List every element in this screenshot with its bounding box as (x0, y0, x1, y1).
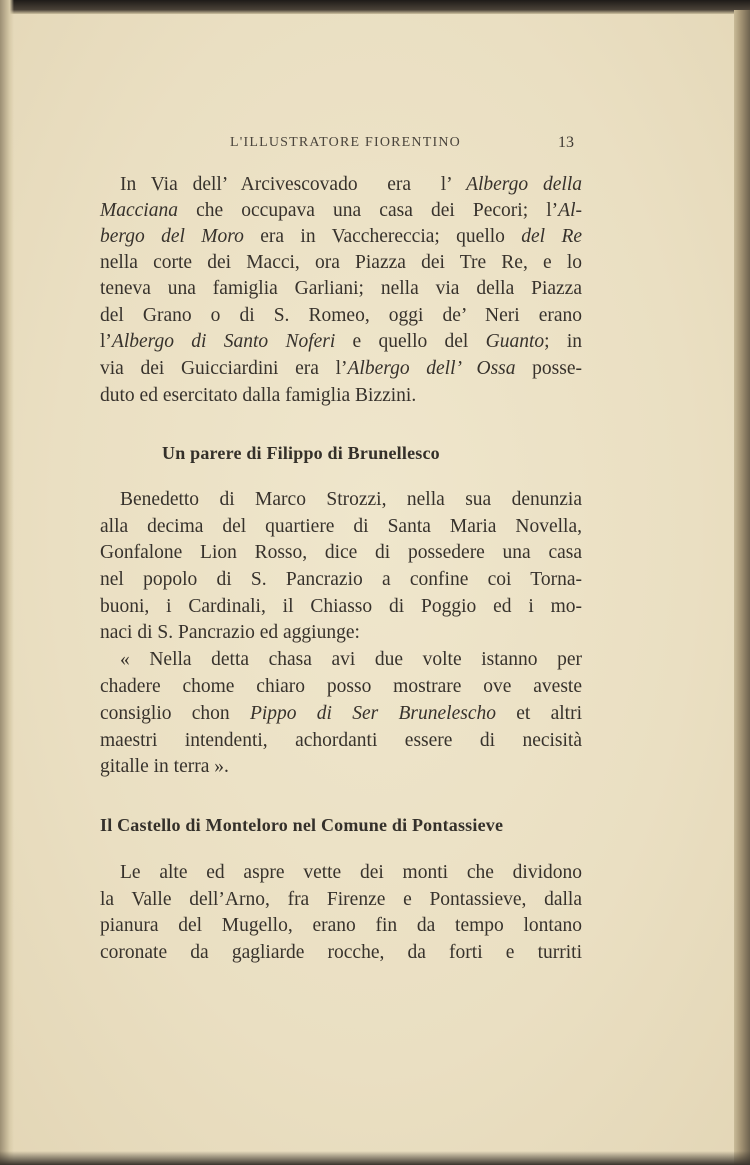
text-line (100, 888, 582, 912)
text-line (100, 225, 582, 249)
running-head: L'ILLUSTRATORE FIORENTINO (230, 135, 461, 150)
italic-text: bergo del Moro (100, 226, 244, 247)
text-run: via dei Guicciardini era l’ (100, 358, 348, 379)
text-run: e quello del (335, 331, 486, 352)
text-line (120, 861, 582, 885)
text-line (100, 251, 582, 275)
text-line (100, 914, 582, 938)
italic-text: Albergo di Santo Noferi (111, 331, 336, 352)
text-line (100, 277, 582, 301)
text-line (100, 675, 582, 699)
text-run: l’ (100, 331, 112, 352)
page-number: 13 (558, 134, 574, 151)
text-line (100, 702, 582, 726)
text-line (100, 515, 582, 539)
text-line (100, 357, 582, 381)
page-top-edge (0, 0, 750, 14)
text-run: nella corte dei Macci, ora Piazza dei Tre Re, e lo (100, 252, 582, 273)
text-run: del Grano o di S. Romeo, oggi de’ Neri erano (100, 305, 582, 326)
italic-text: Guanto (485, 331, 545, 352)
text-run: Le alte ed aspre vette dei monti che dividono (120, 862, 582, 883)
text-line (120, 173, 582, 197)
text-line (100, 595, 582, 619)
text-line (120, 648, 582, 672)
text-run: maestri intendenti, achordanti essere di necisità (100, 730, 582, 751)
text-run: la Valle dell’Arno, fra Firenze e Pontassieve, dalla (100, 889, 582, 910)
text-run: chadere chome chiaro posso mostrare ove aveste (100, 676, 582, 697)
text-run: buoni, i Cardinali, il Chiasso di Poggio ed i mo- (100, 596, 582, 617)
page-binding-edge (0, 0, 14, 1165)
text-line (100, 541, 582, 565)
text-run: consiglio chon (100, 703, 250, 724)
text-run: era in Vacchereccia; quello (243, 226, 522, 247)
text-run: teneva una famiglia Garliani; nella via della Piazza (100, 278, 582, 299)
text-run: alla decima del quartiere di Santa Maria Novella, (100, 516, 582, 537)
text-run: gitalle in terra ». (100, 756, 229, 777)
italic-text: del Re (521, 226, 583, 247)
text-run: nel popolo di S. Pancrazio a confine coi Torna- (100, 569, 582, 590)
text-line (100, 755, 582, 779)
text-run: et altri (495, 703, 582, 724)
text-line (100, 729, 582, 753)
text-line (100, 330, 582, 354)
text-run: Benedetto di Marco Strozzi, nella sua denunzia (120, 489, 582, 510)
text-line (100, 568, 582, 592)
text-line (100, 941, 582, 965)
section-heading: Un parere di Filippo di Brunellesco (162, 443, 440, 463)
text-line (100, 304, 582, 328)
text-run: duto ed esercitato dalla famiglia Bizzini. (100, 385, 417, 406)
italic-text: Albergo della (466, 174, 582, 195)
text-run: pianura del Mugello, erano fin da tempo lontano (100, 915, 582, 936)
text-line (100, 621, 582, 645)
italic-text: Albergo dell’ Ossa (347, 358, 516, 379)
text-line (100, 199, 582, 223)
text-line (100, 384, 582, 408)
page-bottom-edge (0, 1151, 750, 1165)
text-run: naci di S. Pancrazio ed aggiunge: (100, 622, 360, 643)
text-run: che occupava una casa dei Pecori; l’ (177, 200, 559, 221)
italic-text: Pippo di Ser Brunelescho (249, 703, 496, 724)
text-run: Gonfalone Lion Rosso, dice di possedere una casa (100, 542, 582, 563)
italic-text: Al- (558, 200, 582, 221)
text-run: « Nella detta chasa avi due volte istanno per (120, 649, 582, 670)
page-stack-edge (734, 10, 750, 1165)
section-heading: Il Castello di Monteloro nel Comune di Pontassieve (100, 815, 504, 835)
text-run: ; in (544, 331, 582, 352)
text-line (120, 488, 582, 512)
italic-text: Macciana (100, 200, 178, 221)
text-run: posse- (515, 358, 582, 379)
text-run: In Via dell’ Arcivescovado era l’ (120, 174, 467, 195)
text-run: coronate da gagliarde rocche, da forti e turriti (100, 942, 582, 963)
